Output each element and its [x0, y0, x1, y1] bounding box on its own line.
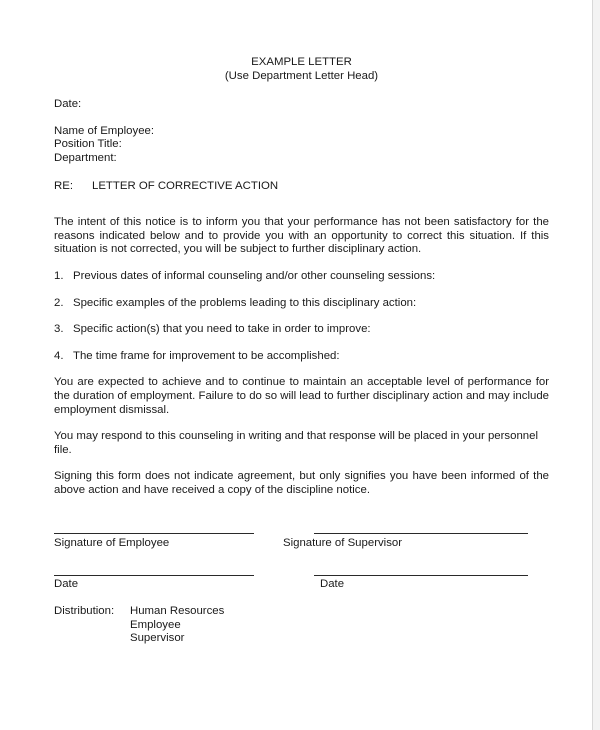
department-field: Department:: [54, 151, 117, 164]
supervisor-signature-label: Signature of Supervisor: [283, 537, 403, 549]
re-label: RE:: [54, 179, 73, 192]
distribution-recipient: Supervisor: [130, 632, 185, 645]
list-text: Specific examples of the problems leading to this disciplinary action:: [73, 296, 417, 309]
distribution-block: [54, 605, 224, 646]
list-number: 3.: [54, 323, 64, 336]
supervisor-date-label: Date: [320, 578, 345, 590]
letter-title: EXAMPLE LETTER: [251, 56, 352, 68]
employee-date-line: [54, 575, 254, 576]
employee-name-field: Name of Employee:: [54, 124, 155, 137]
letter-body: [54, 56, 549, 497]
supervisor-signature-line: [314, 533, 528, 534]
employee-signature-line: [54, 533, 254, 534]
position-title-field: Position Title:: [54, 138, 122, 151]
list-text: Specific action(s) that you need to take in order to improve:: [73, 323, 371, 336]
distribution-recipient: Employee: [130, 618, 181, 631]
list-number: 4.: [54, 349, 64, 362]
distribution-recipients: [130, 605, 224, 646]
list-text: The time frame for improvement to be accomplished:: [73, 349, 340, 362]
letter-subtitle: (Use Department Letter Head): [224, 69, 379, 82]
re-line: [54, 180, 549, 194]
re-subject: LETTER OF CORRECTIVE ACTION: [92, 179, 279, 192]
signing-paragraph: Signing this form does not indicate agreement, but only signifies you have been informed of the above action and have received a copy of the discipline notice.: [54, 470, 549, 496]
intro-paragraph: The intent of this notice is to inform you that your performance has not been satisfactory for the reasons indicated below and to provide you with an opportunity to correct this situation. If this situation is not corrected, you will be subject to further disciplinary action.: [54, 216, 549, 256]
employee-date-label: Date: [54, 578, 79, 590]
list-text: Previous dates of informal counseling and/or other counseling sessions:: [73, 269, 436, 282]
date-field: Date:: [54, 98, 82, 111]
list-item: [54, 270, 549, 284]
list-item: [54, 350, 549, 364]
distribution-recipient: Human Resources: [130, 605, 225, 617]
respond-paragraph: You may respond to this counseling in writing and that response will be placed in your personnel file.: [54, 430, 538, 456]
list-number: 2.: [54, 296, 64, 309]
supervisor-date-line: [314, 575, 528, 576]
expectation-paragraph: You are expected to achieve and to continue to maintain an acceptable level of performance for the duration of employment. Failure to do so will lead to further disciplinary action and may include employment dismissal.: [54, 376, 549, 416]
list-number: 1.: [54, 269, 64, 282]
distribution-label: Distribution:: [54, 605, 115, 617]
employee-signature-label: Signature of Employee: [54, 537, 170, 549]
list-item: [54, 323, 549, 337]
list-item: [54, 297, 549, 311]
